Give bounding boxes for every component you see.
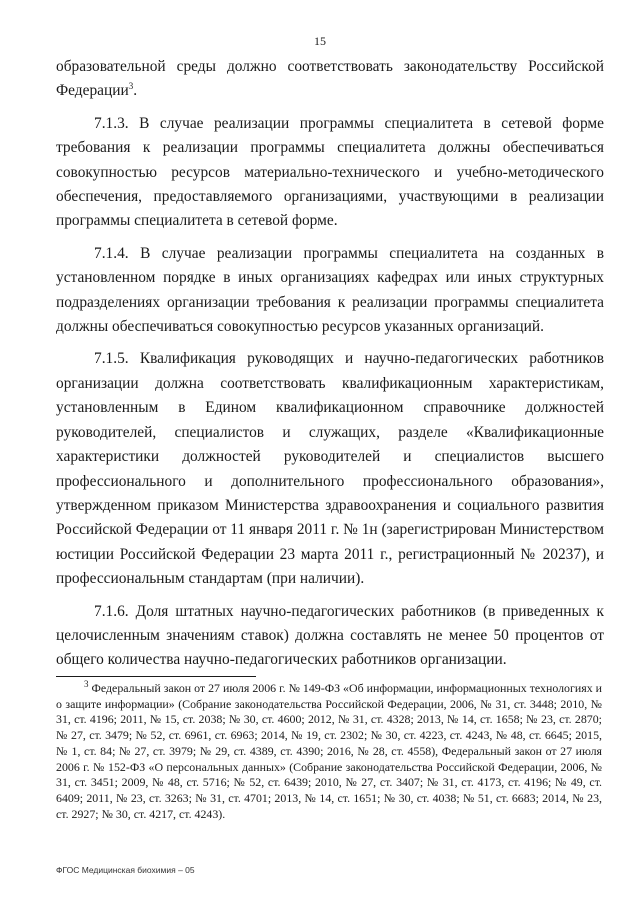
paragraph-continuation — [56, 55, 604, 104]
footnote-marker: 3 — [84, 679, 89, 690]
paragraph-7-1-3: 7.1.3. В случае реализации программы специалитета в сетевой форме требования к реализации программы специалитета должны обеспечиваться совокупностью ресурсов материально-технического и учебно-методического обеспечения, предоставляемого организациями, участвующими в реализации программы специалитета в сетевой форме. — [56, 114, 604, 230]
main-text — [56, 55, 604, 681]
paragraph-text: образовательной среды должно соответствовать законодательству Российской Федерации — [56, 58, 604, 100]
footnote-text: Федеральный закон от 27 июля 2006 г. № 149-ФЗ «Об информации, информационных технологиях и о защите информации» (Собрание законодательства Российской Федерации, 2006, № 31, ст. 3448; 2010, № 31, ст. 4196; 2011, № 15, ст. 2038; № 30, ст. 4600; 2012, № 31, ст. 4328; 2013, № 14, ст. 1658; № 23, ст. 2870; № 27, ст. 3479; № 52, ст. 6961, ст. 6963; 2014, № 19, ст. 2302; № 30, ст. 4223, ст. 4243, № 48, ст. 6645; 2015, № 1, ст. 84; № 27, ст. 3979; № 29, ст. 4389, ст. 4390; 2016, № 28, ст. 4558), Федеральный закон от 27 июля 2006 г. № 152-ФЗ «О персональных данных» (Собрание законодательства Российской Федерации, 2006, № 31, ст. 3451; 2009, № 48, ст. 5716; № 52, ст. 6439; 2010, № 27, ст. 3407; № 31, ст. 4173, ст. 4196; № 49, ст. 6409; 2011, № 23, ст. 3263; № 31, ст. 4701; 2013, № 14, ст. 1651; № 30, ст. 4038; № 51, ст. 6683; 2014, № 23, ст. 2927; № 30, ст. 4217, ст. 4243). — [56, 681, 602, 821]
footnote-body — [56, 681, 602, 822]
paragraph-7-1-6: 7.1.6. Доля штатных научно-педагогических работников (в приведенных к целочисленным значениям ставок) должна составлять не менее 50 процентов от общего количества научно-педагогических работников организации. — [56, 602, 604, 669]
paragraph-7-1-5: 7.1.5. Квалификация руководящих и научно-педагогических работников организации должна соответствовать квалификационным характеристикам, установленным в Едином квалификационном справочнике должностей руководителей, специалистов и служащих, разделе «Квалификационные характеристики должностей руководителей и специалистов высшего профессионального и дополнительного профессионального образования», утвержденном приказом Министерства здравоохранения и социального развития Российской Федерации от 11 января 2011 г. № 1н (зарегистрирован Министерством юстиции Российской Федерации 23 марта 2011 г., регистрационный № 20237), и профессиональным стандартам (при наличии). — [56, 350, 604, 588]
footnote-separator — [56, 676, 256, 677]
footnote — [56, 681, 602, 822]
footnote-reference: 3 — [128, 81, 134, 92]
page-number: 15 — [314, 34, 326, 48]
page-footer: ФГОС Медицинская биохимия – 05 — [56, 865, 195, 875]
paragraph-punctuation: . — [133, 82, 138, 100]
paragraph-7-1-4: 7.1.4. В случае реализации программы специалитета на созданных в установленном порядке в иных организациях кафедрах или иных структурных подразделениях организации требования к реализации программы специалитета должны обеспечиваться совокупностью ресурсов указанных организаций. — [56, 244, 604, 336]
